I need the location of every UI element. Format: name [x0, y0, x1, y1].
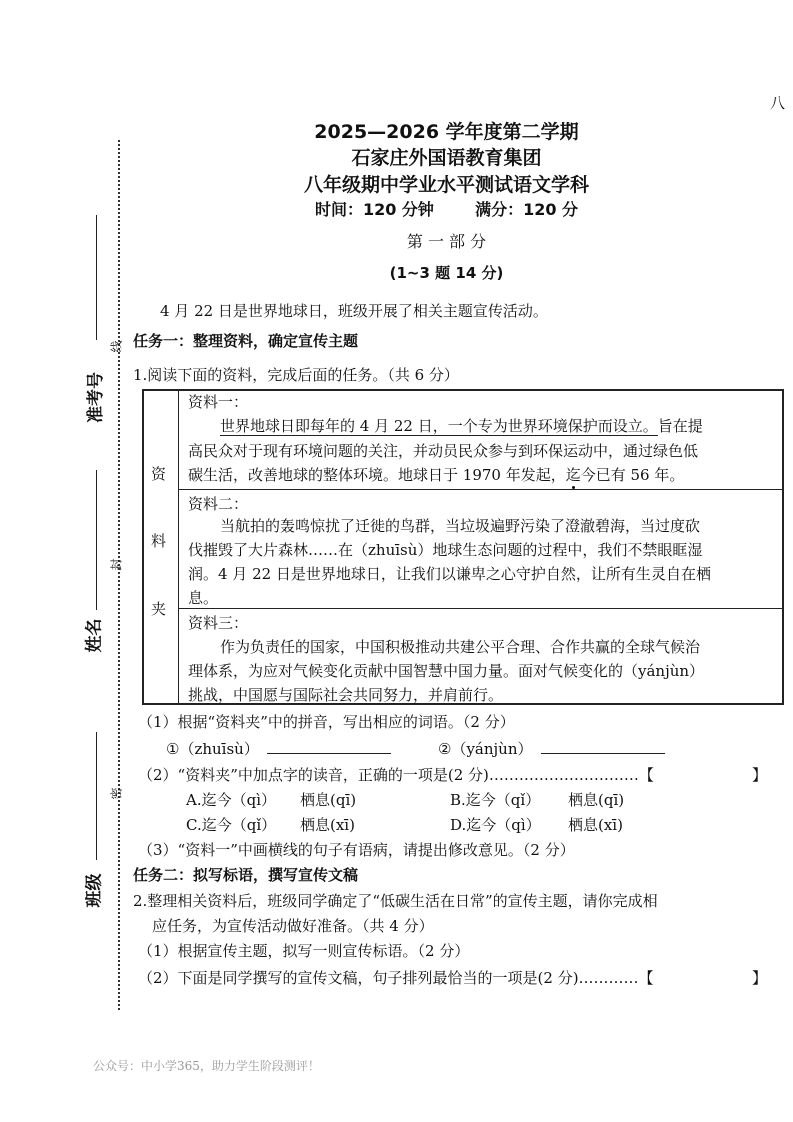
- material-3-line-2: 理体系，为应对气候变化贡献中国智慧中国力量。面对气候变化的（yánjùn）: [188, 662, 705, 680]
- folder-char-3: 夹: [151, 600, 167, 618]
- material-divider-1: [178, 489, 784, 490]
- material-1-line-3: 碳生活，改善地球的整体环境。地球日于 1970 年发起，迄今已有 56 年。: [188, 466, 685, 484]
- pinyin-item-1: ①（zhuīsù）: [166, 738, 391, 759]
- answer-bracket-close-2: 】: [752, 969, 768, 987]
- material-2-line-1: 当航拍的轰鸣惊扰了迁徙的鸟群，当垃圾遍野污染了澄澈碧海，当过度砍: [220, 517, 701, 535]
- corner-mark: 八: [770, 94, 786, 112]
- class-label: 班级: [84, 873, 105, 908]
- task2-title: 任务二：拟写标语，撰写宣传文稿: [133, 866, 359, 884]
- material-2-label: 资料二：: [188, 495, 249, 513]
- option-b[interactable]: B.迄今（qǐ）: [450, 791, 541, 809]
- folder-char-2: 料: [151, 532, 167, 550]
- exam-no-label: 准考号: [86, 372, 106, 423]
- q1-sub3: （3）“资料一”中画横线的句子有语病，请提出修改意见。（2 分）: [138, 841, 575, 859]
- option-a[interactable]: A.迄今（qì）: [186, 791, 277, 809]
- mark-close: 密: [109, 787, 124, 800]
- mark-seal: 封: [109, 558, 124, 571]
- answer-bracket-close-1: 】: [752, 766, 768, 784]
- q1-sub2: （2）“资料夹”中加点字的读音，正确的一项是(2 分)…………………………【: [138, 766, 654, 784]
- material-2-line-4: 息。: [188, 589, 219, 607]
- faulty-sentence: 世界地球日即每年的 4 月 22 日，一个专为世界环境保护而设立。: [220, 417, 658, 435]
- full-score: 满分：120 分: [475, 200, 579, 219]
- header-term: 2025—2026 学年度第二学期: [314, 121, 579, 143]
- pinyin-item-2: ②（yánjùn）: [438, 738, 665, 759]
- material-3-line-3: 挑战，中国愿与国际社会共同努力，并肩前行。: [188, 686, 504, 704]
- header-subject: 八年级期中学业水平测试语文学科: [303, 174, 589, 196]
- material-1-line-2: 高民众对于现有环境问题的关注，并动员民众参与到环保运动中，通过绿色低: [188, 442, 699, 460]
- option-b-b: 栖息(qī): [568, 791, 625, 809]
- option-d-b: 栖息(xī): [568, 816, 623, 834]
- material-divider-2: [178, 608, 784, 609]
- folder-char-1: 资: [151, 465, 167, 483]
- material-2-line-3: 润。4 月 22 日是世界地球日，让我们以谦卑之心守护自然，让所有生灵自在栖: [188, 565, 711, 583]
- part-range: (1~3 题 14 分): [389, 264, 504, 282]
- question-2-line-2: 应任务，为宣传活动做好准备。（共 4 分）: [152, 917, 434, 935]
- question-1: 1.阅读下面的资料，完成后面的任务。（共 6 分）: [133, 366, 459, 384]
- intro-text: 4 月 22 日是世界地球日，班级开展了相关主题宣传活动。: [160, 302, 548, 320]
- q1-sub1: （1）根据“资料夹”中的拼音，写出相应的词语。（2 分）: [138, 713, 515, 731]
- option-c[interactable]: C.迄今（qǐ）: [186, 816, 277, 834]
- question-2-line-1: 2.整理相关资料后，班级同学确定了“低碳生活在日常”的宣传主题，请你完成相: [133, 892, 658, 910]
- name-label: 姓名: [84, 618, 105, 653]
- option-c-b: 栖息(xī): [300, 816, 355, 834]
- binding-dotted-line: [118, 140, 120, 1010]
- name-line: [96, 470, 97, 610]
- part-title: 第 一 部 分: [406, 232, 487, 251]
- q2-sub1: （1）根据宣传主题，拟写一则宣传标语。（2 分）: [138, 942, 470, 960]
- material-2-line-2: 伐摧毁了大片森林……在（zhuīsù）地球生态问题的过程中，我们不禁眼眶湿: [188, 541, 703, 559]
- material-1-line-1: 世界地球日即每年的 4 月 22 日，一个专为世界环境保护而设立。旨在提: [220, 417, 703, 435]
- answer-blank-zhuisu[interactable]: [267, 753, 391, 754]
- exam-time: 时间：120 分钟: [314, 200, 434, 219]
- footer-watermark: 公众号：中小学365，助力学生阶段测评！: [93, 1059, 320, 1073]
- option-a-b: 栖息(qī): [300, 791, 357, 809]
- header-school: 石家庄外国语教育集团: [351, 147, 542, 169]
- material-3-line-1: 作为负责任的国家，中国积极推动共建公平合理、合作共赢的全球气候治: [220, 638, 701, 656]
- answer-blank-yanjun[interactable]: [541, 753, 665, 754]
- dotted-char-qi: 迄: [565, 466, 581, 484]
- exam-no-line: [96, 215, 97, 340]
- q2-sub2: （2）下面是同学撰写的宣传文稿，句子排列最恰当的一项是(2 分)…………【: [138, 969, 654, 987]
- folder-divider: [178, 389, 179, 705]
- material-1-label: 资料一：: [188, 393, 249, 411]
- material-3-label: 资料三：: [188, 614, 249, 632]
- mark-line: 线: [109, 340, 124, 353]
- class-line: [96, 732, 97, 860]
- task1-title: 任务一：整理资料，确定宣传主题: [133, 332, 359, 350]
- option-d[interactable]: D.迄今（qì）: [450, 816, 541, 834]
